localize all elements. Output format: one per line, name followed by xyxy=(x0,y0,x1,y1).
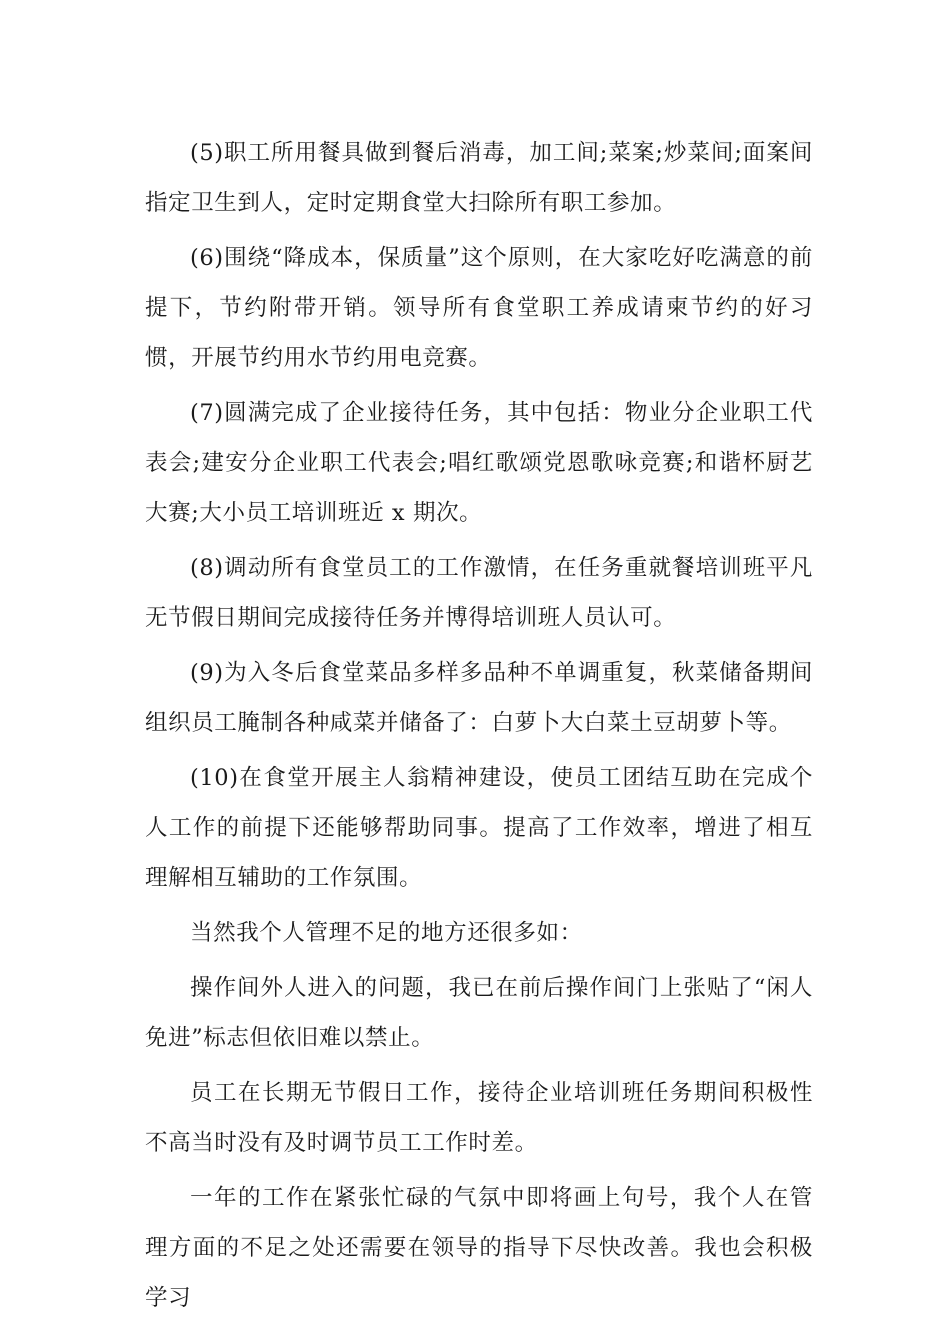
paragraph-item-7: (7)圆满完成了企业接待任务，其中包括：物业分企业职工代表会;建安分企业职工代表会;唱红歌颂党恩歌咏竞赛;和谐杯厨艺大赛;大小员工培训班近 x 期次。 xyxy=(145,400,813,526)
paragraph-shortcomings-intro: 当然我个人管理不足的地方还很多如： xyxy=(190,920,583,946)
paragraph-conclusion: 一年的工作在紧张忙碌的气氛中即将画上句号，我个人在管理方面的不足之处还需要在领导的指导下尽快改善。我也会积极学习 xyxy=(145,1185,813,1311)
paragraph-item-9: (9)为入冬后食堂菜品多样多品种不单调重复，秋菜储备期间组织员工腌制各种咸菜并储备了：白萝卜大白菜土豆胡萝卜等。 xyxy=(145,660,813,736)
paragraph-item-5: (5)职工所用餐具做到餐后消毒，加工间;菜案;炒菜间;面案间指定卫生到人，定时定期食堂大扫除所有职工参加。 xyxy=(145,140,813,216)
paragraph-item-10: (10)在食堂开展主人翁精神建设，使员工团结互助在完成个人工作的前提下还能够帮助同事。提高了工作效率，增进了相互理解相互辅助的工作氛围。 xyxy=(145,765,813,891)
paragraph-item-6: (6)围绕“降成本，保质量”这个原则，在大家吃好吃满意的前提下，节约附带开销。领导所有食堂职工养成请柬节约的好习惯，开展节约用水节约用电竞赛。 xyxy=(145,245,813,371)
paragraph-item-8: (8)调动所有食堂员工的工作激情，在任务重就餐培训班平凡无节假日期间完成接待任务并博得培训班人员认可。 xyxy=(145,555,813,631)
paragraph-shortcoming-outsiders: 操作间外人进入的问题，我已在前后操作间门上张贴了“闲人免进”标志但依旧难以禁止。 xyxy=(145,975,813,1051)
paragraph-shortcoming-staff-morale: 员工在长期无节假日工作，接待企业培训班任务期间积极性不高当时没有及时调节员工工作时差。 xyxy=(145,1080,813,1156)
document-body xyxy=(145,128,813,1328)
